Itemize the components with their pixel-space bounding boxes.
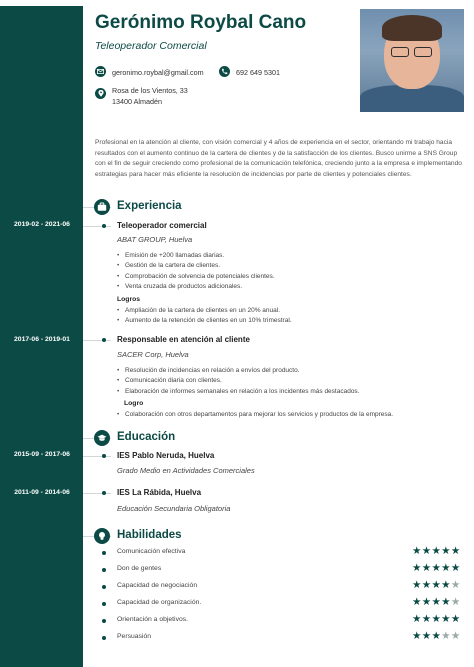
- timeline-dot: [102, 491, 106, 495]
- star-filled-icon: ★: [412, 579, 422, 591]
- star-empty-icon: ★: [450, 630, 461, 642]
- skill-rating: [412, 613, 461, 625]
- star-filled-icon: ★: [441, 596, 451, 608]
- degree-name: Educación Secundaria Obligatoria: [117, 504, 231, 513]
- skill-name: Capacidad de organización.: [117, 599, 202, 606]
- job-achievements: [117, 410, 467, 420]
- job-achievements: [117, 306, 467, 327]
- star-filled-icon: ★: [441, 579, 451, 591]
- star-filled-icon: ★: [431, 596, 442, 608]
- phone-icon: [219, 66, 230, 77]
- timeline-dot: [102, 224, 106, 228]
- skill-rating: [412, 596, 461, 608]
- sidebar-top-gap: [0, 0, 83, 6]
- star-filled-icon: ★: [450, 545, 461, 557]
- profile-summary: Profesional en la atención al cliente, con visión comercial y 4 años de experiencia en el sector, orientando mi trabajo hacia resultados con el aumento continuo de la cartera de clientes y de la satisfacción de los clientes. Busco unirme a SNS Group con el fin de seguir creciendo como profesional de la comunicación telefónica, creciendo junto a la empresa e implementando estrategias para hacer más eficiente la resolución de incidencias por parte de clientes y potenciales clientes.: [95, 139, 462, 179]
- skill-name: Orientación a objetivos.: [117, 616, 189, 623]
- job-duties: [117, 366, 467, 397]
- school-name: IES Pablo Neruda, Huelva: [117, 451, 215, 460]
- star-empty-icon: ★: [450, 579, 461, 591]
- list-item: • Comunicación diaria con clientes.: [117, 376, 467, 386]
- skill-rating: [412, 630, 461, 642]
- star-filled-icon: ★: [412, 630, 422, 642]
- star-empty-icon: ★: [441, 630, 451, 642]
- job-title: Teleoperador comercial: [117, 221, 207, 230]
- edu-connector: [83, 456, 111, 457]
- skill-rating: [412, 545, 461, 557]
- star-filled-icon: ★: [421, 579, 432, 591]
- phone-text: 692 649 5301: [236, 68, 280, 77]
- address-line1: Rosa de los Vientos, 33: [112, 86, 188, 95]
- email-text: geronimo.roybal@gmail.com: [112, 68, 204, 77]
- star-filled-icon: ★: [421, 562, 432, 574]
- sidebar: [0, 0, 83, 667]
- list-item: • Emisión de +200 llamadas diarias.: [117, 251, 467, 261]
- profile-photo: [360, 9, 464, 112]
- address-line2: 13400 Almadén: [112, 97, 162, 106]
- skill-name: Comunicación efectiva: [117, 548, 186, 555]
- achievements-label: Logro: [124, 400, 144, 407]
- candidate-role: Teleoperador Comercial: [95, 40, 207, 52]
- degree-name: Grado Medio en Actividades Comerciales: [117, 466, 255, 475]
- list-item: • Venta cruzada de productos adicionales.: [117, 282, 467, 292]
- skill-name: Don de gentes: [117, 565, 162, 572]
- star-filled-icon: ★: [441, 545, 451, 557]
- skill-name: Persuasión: [117, 633, 152, 640]
- job-duties: [117, 251, 467, 293]
- experience-title: Experiencia: [117, 200, 182, 212]
- star-filled-icon: ★: [431, 545, 442, 557]
- star-filled-icon: ★: [441, 613, 451, 625]
- skills-title: Habilidades: [117, 529, 182, 541]
- edu-dates: 2015-09 - 2017-06: [14, 451, 70, 458]
- list-item: • Ampliación de la cartera de clientes en un 20% anual.: [117, 306, 467, 316]
- lightbulb-icon: [94, 528, 110, 544]
- education-title: Educación: [117, 431, 176, 443]
- skill-bullet: [102, 585, 106, 589]
- star-filled-icon: ★: [421, 613, 432, 625]
- list-item: • Elaboración de informes semanales en relación a los incidentes más destacados.: [117, 387, 467, 397]
- star-filled-icon: ★: [412, 613, 422, 625]
- list-item: • Gestión de la cartera de clientes.: [117, 261, 467, 271]
- star-filled-icon: ★: [421, 630, 432, 642]
- star-filled-icon: ★: [421, 545, 432, 557]
- skill-name: Capacidad de negociación: [117, 582, 198, 589]
- edu-connector: [83, 493, 111, 494]
- edu-dates: 2011-09 - 2014-06: [14, 489, 70, 496]
- star-filled-icon: ★: [450, 613, 461, 625]
- candidate-name: Gerónimo Roybal Cano: [95, 12, 307, 33]
- job-connector: [83, 226, 111, 227]
- list-item: • Aumento de la retención de clientes en un 10% trimestral.: [117, 316, 467, 326]
- star-empty-icon: ★: [450, 596, 461, 608]
- star-filled-icon: ★: [412, 562, 422, 574]
- star-filled-icon: ★: [431, 613, 442, 625]
- skill-bullet: [102, 636, 106, 640]
- star-filled-icon: ★: [431, 579, 442, 591]
- star-filled-icon: ★: [412, 545, 422, 557]
- star-filled-icon: ★: [431, 562, 442, 574]
- achievements-label: Logros: [117, 296, 141, 303]
- location-icon: [95, 88, 106, 99]
- star-filled-icon: ★: [431, 630, 442, 642]
- school-name: IES La Rábida, Huelva: [117, 488, 202, 497]
- star-filled-icon: ★: [421, 596, 432, 608]
- email-icon: [95, 66, 106, 77]
- job-title: Responsable en atención al cliente: [117, 335, 250, 344]
- list-item: • Colaboración con otros departamentos para mejorar los servicios y productos de la empresa.: [117, 410, 467, 420]
- job-dates: 2019-02 - 2021-06: [14, 221, 70, 228]
- job-company: SACER Corp, Huelva: [117, 350, 189, 359]
- skill-rating: [412, 562, 461, 574]
- timeline-dot: [102, 454, 106, 458]
- list-item: • Comprobación de solvencia de potenciales clientes.: [117, 272, 467, 282]
- graduation-cap-icon: [94, 430, 110, 446]
- skill-bullet: [102, 551, 106, 555]
- star-filled-icon: ★: [441, 562, 451, 574]
- list-item: • Resolución de incidencias en relación a envíos del producto.: [117, 366, 467, 376]
- timeline-dot: [102, 338, 106, 342]
- star-filled-icon: ★: [450, 562, 461, 574]
- job-dates: 2017-06 - 2019-01: [14, 336, 70, 343]
- skill-bullet: [102, 619, 106, 623]
- job-connector: [83, 340, 111, 341]
- skill-bullet: [102, 568, 106, 572]
- skill-rating: [412, 579, 461, 591]
- job-company: ABAT GROUP, Huelva: [117, 235, 193, 244]
- skill-bullet: [102, 602, 106, 606]
- star-filled-icon: ★: [412, 596, 422, 608]
- briefcase-icon: [94, 199, 110, 215]
